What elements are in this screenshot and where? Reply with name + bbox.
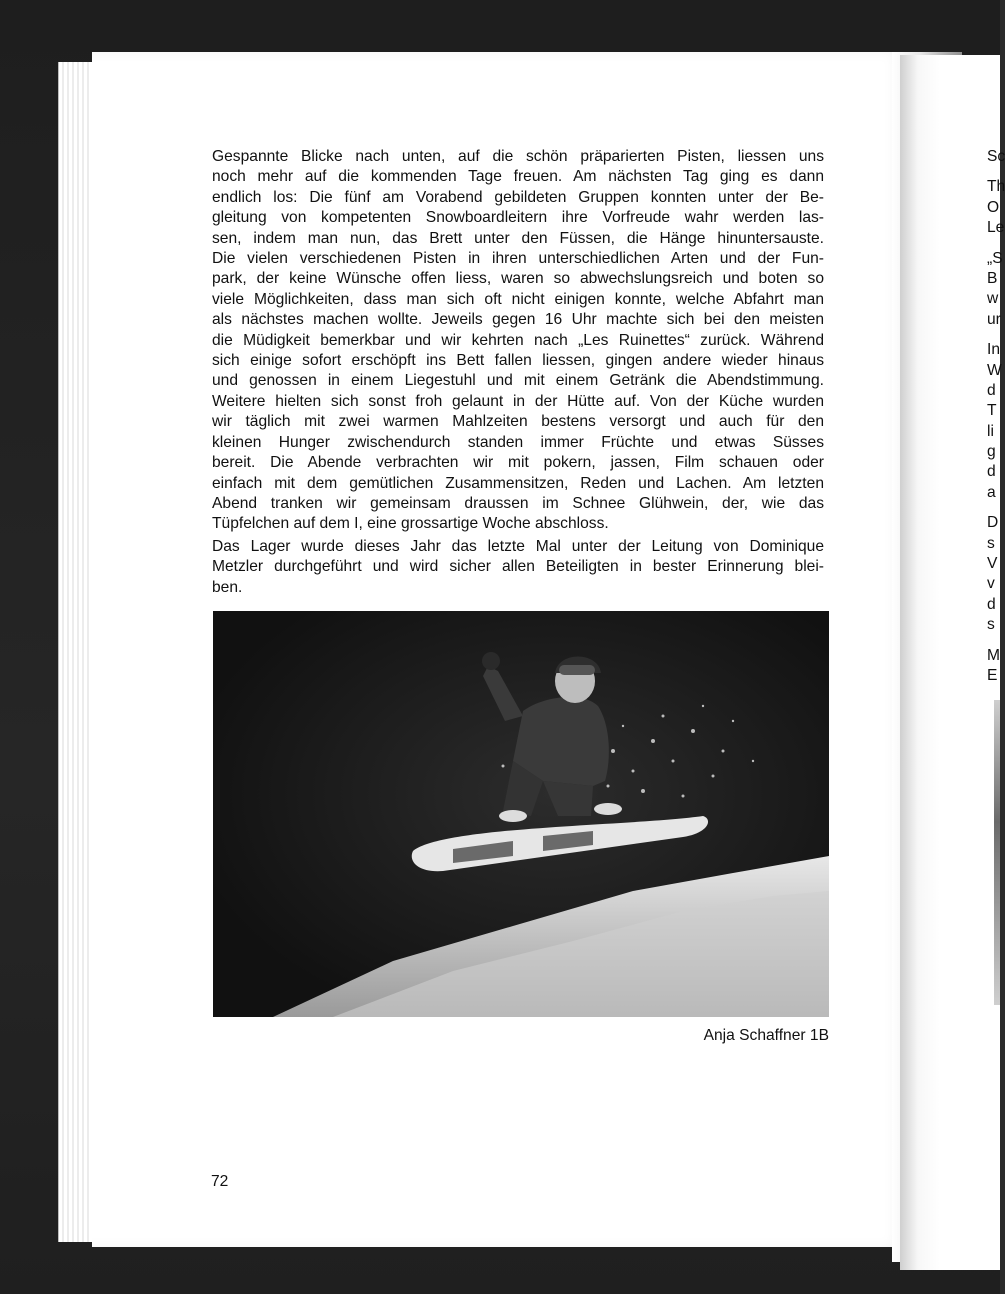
paragraph-line: Abend tranken wir gemeinsam draussen im Schnee Glühwein, der, wie das	[212, 494, 824, 512]
right-page-fragment: W	[987, 361, 1002, 379]
right-page-fragment: „S	[987, 249, 1003, 267]
right-page-fragment: T	[987, 402, 997, 420]
right-page-fragment: s	[987, 534, 995, 552]
right-page-fragment: D	[987, 514, 999, 532]
paragraph-line: noch mehr auf die kommenden Tage freuen. Am nächsten Tag ging es dann	[212, 168, 824, 186]
paragraph-line: viele Möglichkeiten, dass man sich oft nicht einigen konnte, welche Abfahrt man	[212, 290, 824, 308]
paragraph-line: Gespannte Blicke nach unten, auf die schön präparierten Pisten, liessen uns	[212, 148, 824, 165]
paragraph-line: gleitung von kompetenten Snowboardleitern ihre Vorfreude wahr werden las-	[212, 209, 824, 227]
right-page-fragment: a	[987, 483, 996, 501]
snowboarder-illustration	[213, 611, 829, 1017]
paragraph-line: Weitere hielten sich sonst froh gelaunt in der Hütte auf. Von der Küche wurden	[212, 392, 824, 410]
paragraph-line: einfach mit dem gemütlichen Zusammensitzen, Reden und Lachen. Am letzten	[212, 474, 824, 492]
right-page-fragment	[987, 239, 1000, 249]
paragraph-line: sen, indem man nun, das Brett unter den Füssen, die Hänge hinuntersauste.	[212, 229, 824, 247]
right-page-text-fragments	[987, 147, 1005, 686]
right-page-fragment: Le	[987, 219, 1005, 237]
right-page-fragment: B	[987, 269, 998, 287]
right-page-fragment: d	[987, 595, 996, 613]
right-page-fragment: O	[987, 198, 1000, 216]
article-paragraph-2	[212, 537, 824, 598]
snowboarder-photo	[213, 611, 829, 1017]
right-page-fragment: Sc	[987, 148, 1005, 165]
right-page-fragment: E	[987, 666, 998, 684]
paragraph-line: park, der keine Wünsche offen liess, waren so abwechslungsreich und boten so	[212, 270, 824, 288]
article-paragraph-1	[212, 147, 824, 535]
right-page-fragment: M	[987, 646, 1000, 664]
right-page-fragment: d	[987, 381, 996, 399]
paragraph-line: Tüpfelchen auf dem I, eine grossartige Woche abschloss.	[212, 515, 609, 533]
right-page-fragment: In	[987, 341, 1001, 359]
right-page-fragment: ur	[987, 310, 1001, 328]
paragraph-line: Metzler durchgeführt und wird sicher allen Beteiligten in bester Erinnerung blei-	[212, 558, 824, 576]
page-number: 72	[211, 1173, 229, 1190]
paragraph-line: und genossen in einem Liegestuhl und mit einem Getränk die Abendstimmung.	[212, 372, 824, 390]
right-page-fragment: w	[987, 290, 999, 308]
right-page-fragment: li	[987, 422, 994, 440]
paragraph-line: kleinen Hunger zwischendurch standen immer Früchte und etwas Süsses	[212, 433, 824, 451]
right-page-fragment	[987, 167, 1000, 177]
right-page-fragment	[987, 503, 1000, 513]
right-page-fragment: s	[987, 616, 995, 634]
right-page-fragment: v	[987, 575, 995, 593]
paragraph-line: wir täglich mit zwei warmen Mahlzeiten bestens versorgt und auch für den	[212, 413, 824, 431]
photo-caption: Anja Schaffner 1B	[703, 1027, 829, 1044]
right-page-fragment: g	[987, 443, 996, 461]
paragraph-line: die Müdigkeit bemerkbar und wir kehrten nach „Les Ruinettes“ zurück. Während	[212, 331, 824, 349]
right-page	[900, 55, 1005, 1270]
paragraph-line: endlich los: Die fünf am Vorabend gebildeten Gruppen konnten unter der Be-	[212, 188, 824, 206]
paragraph-line: ben.	[212, 578, 243, 596]
right-page-fragment: V	[987, 555, 998, 573]
right-page-fragment: Th	[987, 178, 1005, 196]
paragraph-line: Das Lager wurde dieses Jahr das letzte Mal unter der Leitung von Dominique	[212, 538, 824, 555]
right-page-photo-edge	[994, 700, 1000, 1005]
paragraph-line: Die vielen verschiedenen Pisten in ihren unterschiedlichen Arten und der Fun-	[212, 250, 824, 268]
right-page-fragment	[987, 636, 1000, 646]
right-page-fragment: d	[987, 463, 996, 481]
right-page-fragment	[987, 330, 1000, 340]
paragraph-line: sich einige sofort erschöpft ins Bett fallen liessen, gingen andere wieder hinaus	[212, 352, 824, 370]
paragraph-line: bereit. Die Abende verbrachten wir mit pokern, jassen, Film schauen oder	[212, 454, 824, 472]
paragraph-line: als nächstes machen wollte. Jeweils gegen 16 Uhr machte sich bei den meisten	[212, 311, 824, 329]
